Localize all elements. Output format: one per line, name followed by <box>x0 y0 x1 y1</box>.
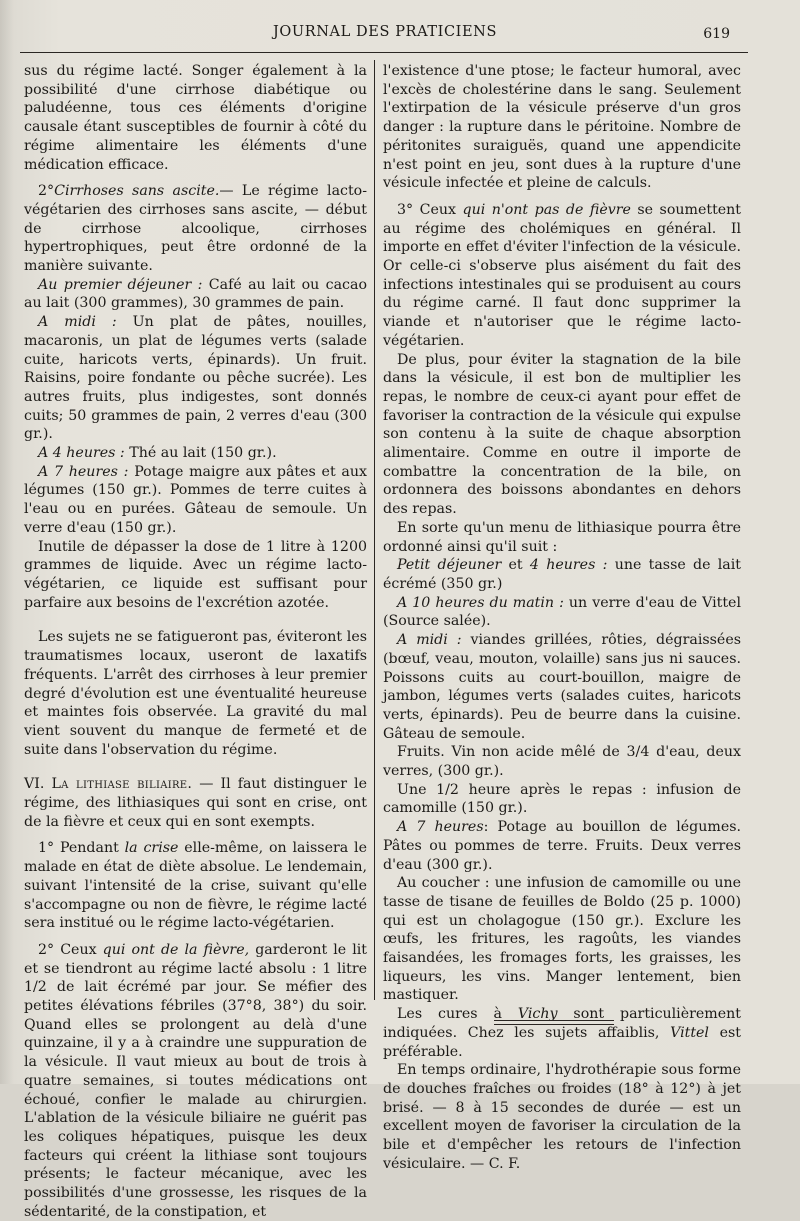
paragraph: De plus, pour éviter la stagnation de la bile dans la vésicule, il est bon de multiplier les repas, le nombre de ceux-ci ayant pour effet de favoriser la contraction de la vésicule qui expulse son contenu à la suite de chaque absorption alimentaire. Comme en outre il importe de combattre la concentration de la bile, on ordonnera des boissons abondantes en dehors des repas. <box>383 351 741 518</box>
meal-text: Thé au lait (150 gr.). <box>129 445 277 462</box>
meal-label: A 10 heures du matin : <box>397 594 564 611</box>
lead-text: Les cures à <box>397 1006 502 1023</box>
meal-text: Un plat de pâtes, nouilles, macaronis, un plat de légumes verts (salade cuite, haricots verts, épinards). Un fruit. Raisins, poire fondante ou pêche sucrée). Les autres fruits, plus indigestes, sont donnés cuits; 50 grammes de pain, 2 verres d'eau (300 gr.). <box>24 314 367 443</box>
paragraph-cirrhoses <box>24 182 367 276</box>
meal-text: un verre d'eau de Vittel (Source salée). <box>383 594 741 630</box>
meal-text: Café au lait ou cacao au lait (300 grammes), 30 grammes de pain. <box>24 276 367 312</box>
section-number: VI. <box>24 776 45 793</box>
dash: — <box>219 183 234 200</box>
menu-10h <box>383 594 741 631</box>
dash: — <box>199 776 214 793</box>
meal-label: Au premier déjeuner : <box>38 276 203 293</box>
paragraph: Les sujets ne se fatigueront pas, éviteront les traumatismes locaux, useront de laxatifs fréquents. L'arrêt des cirrhoses à leur premier degré d'évolution est une éventualité heureuse et maintes fois observée. La gravité du mal vient souvent du manque de fermeté et de suite dans l'observation du régime. <box>24 629 367 758</box>
item-number: 1° <box>38 840 55 857</box>
lead-text: Ceux <box>419 201 456 218</box>
italic-term: Vichy <box>517 1006 558 1023</box>
meal-label: 4 heures : <box>529 557 608 574</box>
meal-label: A midi : <box>397 632 462 649</box>
italic-term: la crise <box>124 840 179 857</box>
meal-label: A 7 heures : <box>38 463 129 480</box>
italic-term: qui ont de la fièvre, <box>102 941 250 958</box>
header-rule <box>20 52 748 53</box>
conjunction: et <box>508 557 523 574</box>
paragraph-text: garderont le lit et se tiendront au régime lacté absolu : 1 litre 1/2 de lait écrémé par jour. Se méfier des petites élévations fébriles (37°8, 38°) du soir. Quand elles se prolongent au delà d'une quinzaine, il y a à craindre une suppuration de la vésicule. Il vaut mieux au bout de trois à quatre semaines, si toutes médications ont échoué, confier le malade au chirurgien. L'ablation de la vésicule biliaire ne guérit pas les coliques hépatiques, puisque les deux facteurs qui créent la lithiase sont toujours présents; le facteur mécanique, avec les possibilités d'une grossesse, les risques de la sédentarité, de la constipation, et <box>24 941 368 1220</box>
meal-label: A 7 heures <box>397 819 484 836</box>
meal-text: Potage au bouillon de légumes. Pâtes ou pommes de terre. Fruits. Deux verres d'eau (300 gr.). <box>383 819 742 873</box>
meal-label: Petit déjeuner <box>397 557 502 574</box>
paragraph-text: Le régime lacto-végétarien des cirrhoses sans ascite, — début de cirrhose alcoolique, cirrhoses hypertrophiques, peut être ordonné de la manière suivante. <box>24 183 368 275</box>
paragraph-text: Il faut distinguer le régime, des lithiasiques qui sont en crise, ont de la fièvre et ceux qui en sont exempts. <box>24 776 367 830</box>
menu-midi <box>383 631 741 743</box>
paragraph-text: elle-même, on laissera le malade en état de diète absolue. Le lendemain, suivant l'intensité de la crise, suivant qu'elle s'accompagne ou non de fièvre, le régime lacté sera institué ou le régime lacto-végétarien. <box>24 840 367 932</box>
column-divider <box>374 60 375 1000</box>
paragraph-text: sont particulièrement indiquées. Chez les sujets affaiblis, <box>383 1006 741 1041</box>
paragraph-fievre <box>24 941 367 1221</box>
paragraph: l'existence d'une ptose; le facteur humoral, avec l'excès de cholestérine dans le sang. Seulement l'extirpation de la vésicule préserve d'un gros danger : la rupture dans le péritoine. Nombre de péritonites suraiguës, quand une appendicite n'est point en jeu, sont dues à la rupture d'une vésicule infectée et pleine de calculs. <box>383 63 741 192</box>
meal-text: une tasse de lait écrémé (350 gr.) <box>383 557 742 592</box>
paragraph: Au coucher : une infusion de camomille ou une tasse de tisane de feuilles de Boldo (25 p. 1000) qui est un cholagogue (150 gr.). Exclure les œufs, les fritures, les ragoûts, les viandes faisandées, les fromages forts, les graisses, les liqueurs, les vins. Manger lentement, bien mastiquer. <box>383 875 741 1004</box>
meal-4h <box>24 444 367 463</box>
lead-text: Pendant <box>59 840 119 857</box>
paragraph-text: est préférable. <box>383 1024 742 1060</box>
running-header: JOURNAL DES PRATICIENS <box>273 24 497 40</box>
meal-breakfast <box>24 276 367 313</box>
end-rule <box>494 1020 614 1025</box>
paragraph: Une 1/2 heure après le repas : infusion de camomille (150 gr.). <box>383 781 741 817</box>
menu-petit-dejeuner <box>383 556 741 593</box>
paragraph-crise <box>24 839 367 933</box>
paragraph: Inutile de dépasser la dose de 1 litre à 1200 grammes de liquide. Avec un régime lacto-végétarien, ce liquide est suffisant pour parfaire aux besoins de l'excrétion azotée. <box>24 538 367 611</box>
meal-label: A midi : <box>38 314 117 331</box>
paragraph: En temps ordinaire, l'hydrothérapie sous forme de douches fraîches ou froides (18° à 12°) à jet brisé. — 8 à 15 secondes de durée — est un excellent moyen de favoriser la circulation de la bile et d'empêcher les retours de l'infection vésiculaire. — C. F. <box>383 1062 741 1172</box>
meal-midi <box>24 313 367 444</box>
paragraph-text: se soumettent au régime des cholémiques en général. Il importe en effet d'éviter l'infection de la vésicule. Or celle-ci s'observe plus aisément du fait des infections intestinales qui se produisent au cours du régime carné. Il faut donc supprimer la viande et n'autoriser que le régime lacto-végétarien. <box>383 201 742 349</box>
meal-text: Potage maigre aux pâtes et aux légumes (150 gr.). Pommes de terre cuites à l'eau ou en purées. Gâteau de semoule. Un verre d'eau (150 gr.). <box>24 463 367 536</box>
paragraph-cures <box>383 1005 741 1061</box>
italic-term: Vittel <box>670 1024 709 1041</box>
paragraph: En sorte qu'un menu de lithiasique pourra être ordonné ainsi qu'il suit : <box>383 519 741 555</box>
menu-7h <box>383 818 741 874</box>
colon: : <box>483 819 489 836</box>
meal-text: viandes grillées, rôties, dégraissées (bœuf, veau, mouton, volaille) sans jus ni sauces. Poissons cuits au court-bouillon, maigre de jambon, légumes verts (salades cuites, haricots verts, épinards). Peu de beurre dans la cuisine. Gâteau de semoule. <box>383 632 742 742</box>
section-number: 2° <box>38 183 55 200</box>
section-title: La lithiase biliaire. <box>51 776 193 793</box>
lead-text: Ceux <box>60 941 97 958</box>
section-title: Cirrhoses sans ascite. <box>54 183 220 200</box>
page-number: 619 <box>703 26 730 42</box>
meal-label: A 4 heures : <box>38 445 125 462</box>
paragraph: Fruits. Vin non acide mêlé de 3/4 d'eau, deux verres, (300 gr.). <box>383 744 741 780</box>
paragraph-sans-fievre <box>383 201 741 351</box>
meal-7h <box>24 463 367 538</box>
paragraph: sus du régime lacté. Songer également à la possibilité d'une cirrhose diabétique ou paludéenne, tous ces éléments d'origine causale étant susceptibles de fournir à côté du régime alimentaire les éléments d'une médication efficace. <box>24 63 367 173</box>
right-column <box>383 62 741 1173</box>
item-number: 2° <box>38 941 55 958</box>
section-lithiase <box>24 775 367 831</box>
left-column <box>24 62 367 1221</box>
italic-term: qui n'ont pas de fièvre <box>462 201 631 218</box>
item-number: 3° <box>397 201 414 218</box>
